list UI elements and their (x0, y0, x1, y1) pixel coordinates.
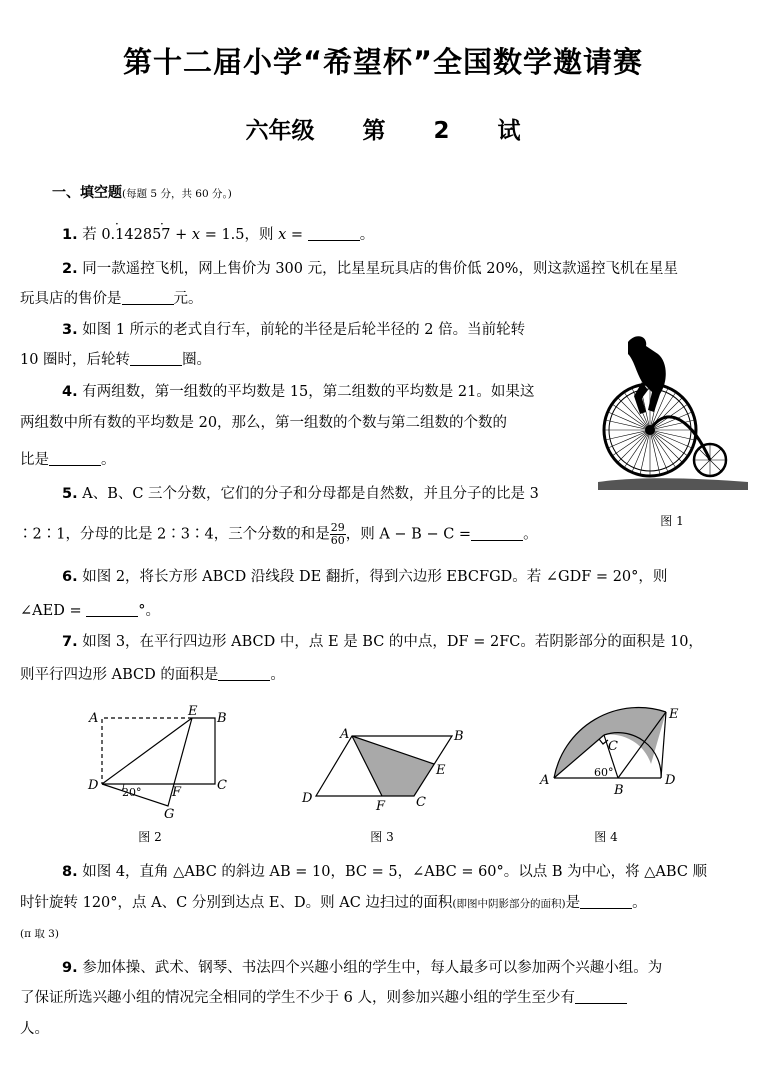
question-9-line2: 了保证所选兴趣小组的情况完全相同的学生不少于 6 人，则参加兴趣小组的学生至少有 (20, 988, 627, 1008)
fig2-label-B: B (217, 711, 227, 726)
question-9: 9. 参加体操、武术、钢琴、书法四个兴趣小组的学生中，每人最多可以参加两个兴趣小组。为 (62, 960, 663, 976)
figure-2-caption: 图 2 (138, 830, 162, 844)
fig3-label-E: E (436, 763, 446, 778)
figure-3-caption: 图 3 (370, 830, 394, 844)
question-8-note: (π 取 3) (20, 928, 59, 940)
fig2-label-D: D (88, 778, 99, 793)
answer-blank-6[interactable] (86, 602, 138, 617)
fig2-label-G: G (164, 807, 175, 818)
fig4-label-A: A (540, 773, 550, 788)
fig3-label-D: D (302, 791, 313, 806)
fig3-label-C: C (416, 795, 426, 810)
figure-4-rotation (536, 698, 696, 808)
round: 第 2 试 (362, 118, 521, 144)
section-heading: 一、填空题(每题 5 分，共 60 分。) (52, 185, 232, 201)
question-5: 5. A、B、C 三个分数，它们的分子和分母都是自然数，并且分子的比是 3 (62, 486, 539, 502)
fig2-label-C: C (217, 778, 227, 793)
question-4: 4. 有两组数，第一组数的平均数是 15，第二组数的平均数是 21。如果这 (62, 384, 535, 400)
answer-blank-8[interactable] (580, 894, 632, 909)
question-5-line2: ∶2∶1，分母的比是 2∶3∶4，三个分数的和是 $\frac{29}{60}$ ，则 A − B − C = 。 (18, 521, 538, 547)
figure-1-caption: 图 1 (660, 514, 684, 528)
figure-2-rectangle-fold (80, 700, 240, 818)
repeat-dot-1: · (115, 217, 119, 231)
fig4-label-C: C (608, 739, 618, 754)
grade: 六年级 (245, 118, 315, 144)
question-7: 7. 如图 3，在平行四边形 ABCD 中，点 E 是 BC 的中点，DF = 2FC。若阴影部分的面积是 10， (62, 634, 703, 650)
answer-blank-4[interactable] (49, 451, 101, 466)
fig3-label-F: F (376, 799, 386, 814)
answer-blank-9[interactable] (575, 989, 627, 1004)
figure-3-parallelogram (298, 722, 473, 814)
question-3: 3. 如图 1 所示的老式自行车，前轮的半径是后轮半径的 2 倍。当前轮转 (62, 322, 526, 338)
fig2-label-A: A (89, 711, 99, 726)
question-7-line2: 则平行四边形 ABCD 的面积是 。 (20, 667, 285, 683)
fig4-label-E: E (669, 707, 679, 722)
question-9-line3: 人。 (20, 1021, 49, 1037)
question-2-line2: 玩具店的售价是 元。 (20, 291, 203, 307)
answer-blank-1[interactable] (308, 226, 360, 241)
question-8: 8. 如图 4，直角 △ABC 的斜边 AB = 10，BC = 5，∠ABC = 60°。以点 B 为中心，将 △ABC 顺 (62, 864, 708, 880)
question-6-line2: ∠AED = °。 (20, 603, 160, 619)
question-6: 6. 如图 2，将长方形 ABCD 沿线段 DE 翻折，得到六边形 EBCFGD。若 ∠GDF = 20°，则 (62, 569, 668, 585)
fig4-label-B: B (614, 783, 624, 798)
fig2-label-F: F (172, 785, 182, 800)
repeat-dot-2: · (160, 217, 164, 231)
page-subtitle (0, 112, 766, 145)
question-2: 2. 同一款遥控飞机，网上售价为 300 元，比星星玩具店的售价低 20%，则这款遥控飞机在星星 (62, 261, 678, 277)
fraction-29-60: $\frac{29}{60}$ (330, 521, 345, 547)
question-1: 1. 若 0.142857 + x = 1.5，则 x = 。 (62, 227, 375, 243)
question-8-line2: 时针旋转 120°，点 A、C 分别到达点 E、D。则 AC 边扫过的面积(即图中阴影部分的面积)是 。 (20, 895, 647, 911)
answer-blank-3[interactable] (130, 351, 182, 366)
figure-1-bicycle (598, 332, 748, 490)
figure-4-caption: 图 4 (594, 830, 618, 844)
fig2-angle-label: 20° (122, 786, 142, 799)
answer-blank-5[interactable] (471, 526, 523, 541)
fig3-label-B: B (454, 729, 464, 744)
answer-blank-2[interactable] (122, 290, 174, 305)
fig3-label-A: A (340, 727, 350, 742)
question-3-line2: 10 圈时，后轮转 圈。 (20, 352, 212, 368)
fig4-angle-label: 60° (594, 766, 614, 779)
page-title: 第十二届小学“希望杯”全国数学邀请赛 (122, 45, 644, 79)
fig3-shaded-region (352, 736, 434, 796)
fig4-label-D: D (665, 773, 676, 788)
question-4-line3: 比是 。 (20, 452, 116, 468)
fig2-label-E: E (188, 704, 198, 719)
question-4-line2: 两组数中所有数的平均数是 20，那么，第一组数的个数与第二组数的个数的 (20, 415, 508, 431)
answer-blank-7[interactable] (218, 666, 270, 681)
